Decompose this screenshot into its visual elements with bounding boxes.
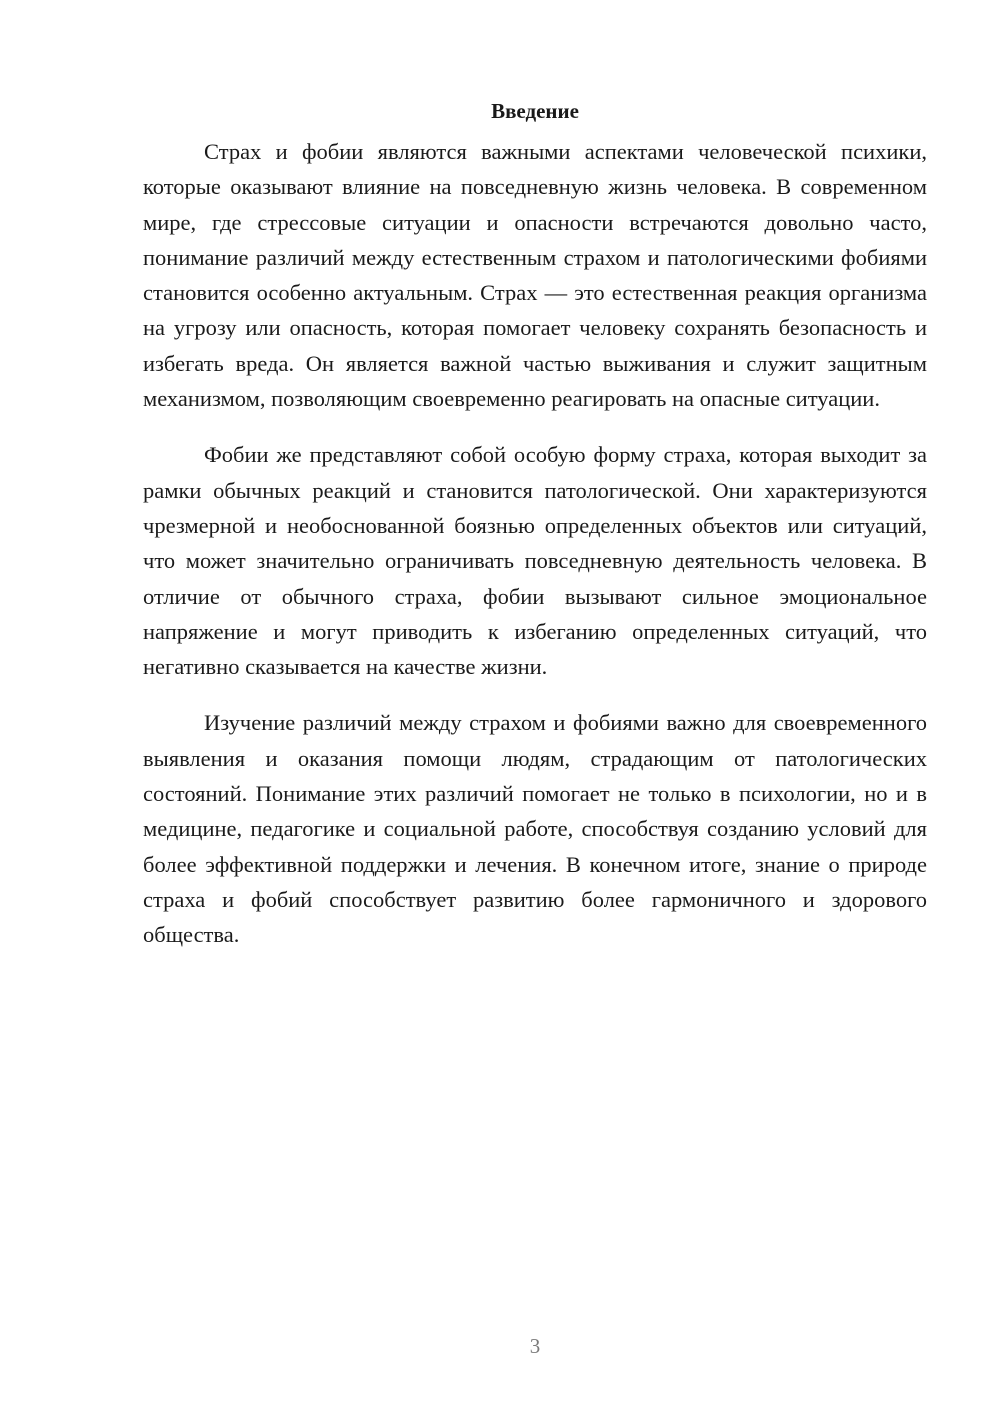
paragraph-2: Фобии же представляют собой особую форму страха, которая выходит за рамки обычных реакций и становится патологической. Они характеризуются чрезмерной и необоснованной боязнью определенных объектов или ситуаций, что может значительно ограничивать повседневную деятельность человека. В отличие от обычного страха, фобии вызывают сильное эмоциональное напряжение и могут приводить к избеганию определенных ситуаций, что негативно сказывается на качестве жизни. — [143, 442, 927, 680]
paragraph-1: Страх и фобии являются важными аспектами человеческой психики, которые оказывают влияние на повседневную жизнь человека. В современном мире, где стрессовые ситуации и опасности встречаются довольно часто, понимание различий между естественным страхом и патологическими фобиями становится особенно актуальным. Страх — это естественная реакция организма на угрозу или опасность, которая помогает человеку сохранять безопасность и избегать вреда. Он является важной частью выживания и служит защитным механизмом, позволяющим своевременно реагировать на опасные ситуации. — [143, 139, 927, 412]
page-content — [143, 96, 927, 953]
section-heading: Введение — [491, 99, 579, 123]
page-number: 3 — [529, 1334, 541, 1358]
paragraph-3: Изучение различий между страхом и фобиями важно для своевременного выявления и оказания помощи людям, страдающим от патологических состояний. Понимание этих различий помогает не только в психологии, но и в медицине, педагогике и социальной работе, способствуя созданию условий для более эффективной поддержки и лечения. В конечном итоге, знание о природе страха и фобий способствует развитию более гармоничного и здорового общества. — [143, 710, 927, 948]
